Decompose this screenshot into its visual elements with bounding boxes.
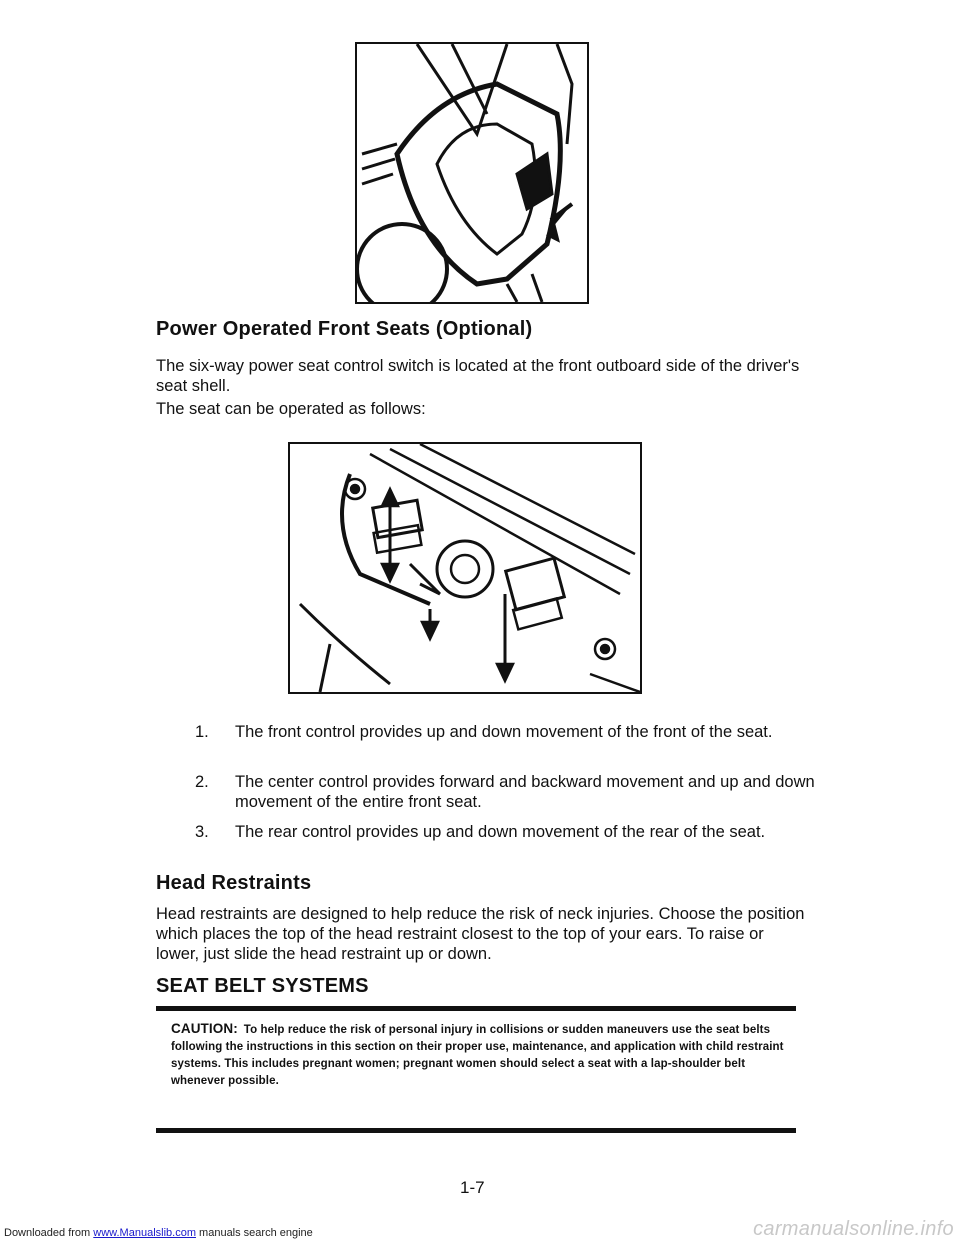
list-item-2 [195, 772, 815, 812]
section-title-power-seats: Power Operated Front Seats (Optional) [156, 318, 533, 340]
list-text: The center control provides forward and backward movement and up and down movement of the entire front seat. [235, 773, 815, 811]
list-item-1 [195, 722, 815, 762]
list-number: 3. [195, 823, 209, 841]
list-text: The front control provides up and down movement of the front of the seat. [235, 723, 773, 741]
section-title-seat-belts: SEAT BELT SYSTEMS [156, 975, 369, 997]
section-title-head-restraints: Head Restraints [156, 872, 312, 894]
list-item-3 [195, 822, 815, 862]
page-number: 1-7 [460, 1178, 485, 1197]
list-number: 2. [195, 773, 209, 791]
download-prefix: Downloaded from [4, 1227, 91, 1239]
caution-text: To help reduce the risk of personal injury in collisions or sudden maneuvers use the seat belts following the instructions in this section on their proper use, maintenance, and application with child restraint systems. This includes pregnant women; pregnant women should select a seat with a lap-shoulder belt whenever possible. [171, 1024, 784, 1087]
download-suffix: manuals search engine [199, 1227, 313, 1239]
power-seat-switch-illustration [288, 442, 642, 694]
caution-bottom-rule [156, 1128, 796, 1133]
head-restraints-paragraph: Head restraints are designed to help reduce the risk of neck injuries. Choose the position which places the top of the head restraint closest to the top of your ears. To raise or lower, just slide the head restraint up or down. [156, 905, 805, 963]
seat-operation-intro: The seat can be operated as follows: [156, 400, 426, 418]
caution-label: CAUTION: [171, 1021, 238, 1036]
manualslib-link[interactable]: www.Manualslib.com [93, 1227, 196, 1239]
watermark: carmanualsonline.info [753, 1218, 954, 1240]
caution-top-rule [156, 1006, 796, 1011]
caution-box [171, 1020, 791, 1090]
download-source-line [4, 1227, 313, 1240]
list-text: The rear control provides up and down movement of the rear of the seat. [235, 823, 766, 841]
list-number: 1. [195, 723, 209, 741]
seat-control-illustration [355, 42, 589, 304]
power-seat-paragraph: The six-way power seat control switch is located at the front outboard side of the driver's seat shell. [156, 357, 800, 395]
